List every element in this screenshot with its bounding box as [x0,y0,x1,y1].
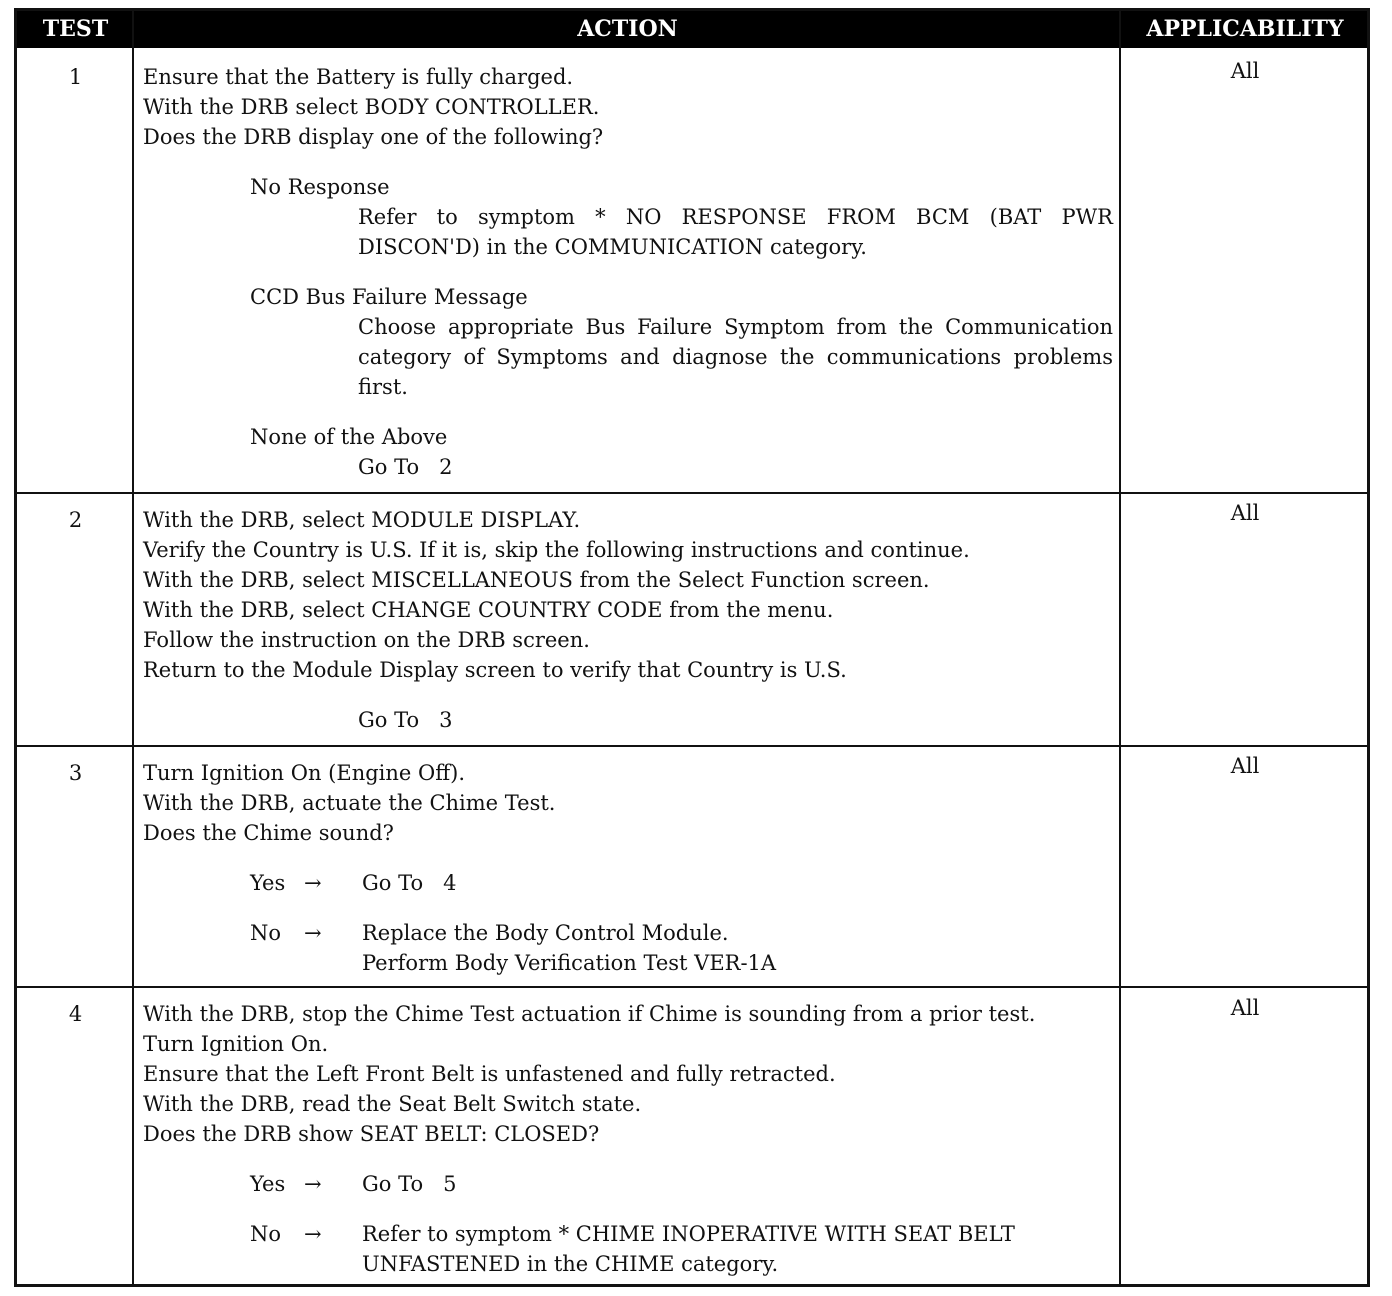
applicability-value: All [1230,501,1260,525]
header-test: TEST [42,16,109,42]
action-cell [143,999,1113,1279]
action-line: With the DRB, read the Seat Belt Switch state. [143,1092,642,1116]
test-number: 2 [68,508,83,532]
option-label: None of the Above [250,425,448,449]
action-line: Return to the Module Display screen to verify that Country is U.S. [143,658,847,682]
action-line: Ensure that the Left Front Belt is unfastened and fully retracted. [143,1062,836,1086]
answer-label: Yes [250,1172,286,1196]
answer-yes [250,1169,1113,1199]
answer-label: Yes [250,871,286,895]
action-line: Turn Ignition On (Engine Off). [143,761,466,785]
action-cell [143,62,1113,482]
action-line: With the DRB select BODY CONTROLLER. [143,95,600,119]
diagnostic-table [14,8,1370,1287]
answer-no [250,1219,1113,1279]
option-label: CCD Bus Failure Message [250,285,528,309]
option-result: Go To 2 [358,455,453,479]
action-line: Does the DRB display one of the following? [143,125,604,149]
action-cell [143,758,1113,978]
option-label: No Response [250,175,390,199]
option-result: Choose appropriate Bus Failure Symptom from the Communication category of Symptoms and diagnose the communications problems first. [358,315,1113,399]
goto-text: Go To 3 [358,708,453,732]
action-line: Turn Ignition On. [143,1032,329,1056]
answer-result: Perform Body Verification Test VER-1A [362,951,777,975]
action-line: With the DRB, select MISCELLANEOUS from the Select Function screen. [143,568,930,592]
arrow-icon: → [304,871,322,895]
action-line: Verify the Country is U.S. If it is, skip the following instructions and continue. [143,538,970,562]
test-number: 4 [68,1002,83,1026]
answer-no [250,918,1113,978]
test-number: 3 [68,761,83,785]
column-divider [132,11,134,1284]
action-line: With the DRB, select MODULE DISPLAY. [143,508,581,532]
answer-result: Refer to symptom * CHIME INOPERATIVE WITH SEAT BELT [362,1222,1015,1246]
answer-result: Replace the Body Control Module. [362,921,729,945]
arrow-icon: → [304,1172,322,1196]
test-number: 1 [68,65,83,89]
answer-label: No [250,921,282,945]
applicability-value: All [1230,754,1260,778]
table-header [17,11,1367,48]
action-line: Ensure that the Battery is fully charged. [143,65,574,89]
row-divider [17,492,1367,494]
action-line: Follow the instruction on the DRB screen. [143,628,590,652]
answer-yes [250,868,1113,898]
applicability-value: All [1230,59,1260,83]
action-line: Does the DRB show SEAT BELT: CLOSED? [143,1122,600,1146]
option-result: Refer to symptom * NO RESPONSE FROM BCM (BAT PWR DISCON'D) in the COMMUNICATION category. [358,205,1113,259]
header-applicability: APPLICABILITY [1146,16,1344,42]
action-cell [143,505,1113,735]
arrow-icon: → [304,1222,322,1246]
action-line: With the DRB, actuate the Chime Test. [143,791,556,815]
action-line: Does the Chime sound? [143,821,394,845]
row-divider [17,986,1367,988]
answer-label: No [250,1222,282,1246]
answer-result: Go To 5 [362,1172,457,1196]
answer-result: UNFASTENED in the CHIME category. [362,1252,779,1276]
action-line: With the DRB, stop the Chime Test actuation if Chime is sounding from a prior test. [143,1002,1036,1026]
arrow-icon: → [304,921,322,945]
row-divider [17,745,1367,747]
applicability-value: All [1230,996,1260,1020]
column-divider [1119,11,1121,1284]
answer-result: Go To 4 [362,871,457,895]
action-line: With the DRB, select CHANGE COUNTRY CODE from the menu. [143,598,834,622]
header-action: ACTION [577,16,678,42]
